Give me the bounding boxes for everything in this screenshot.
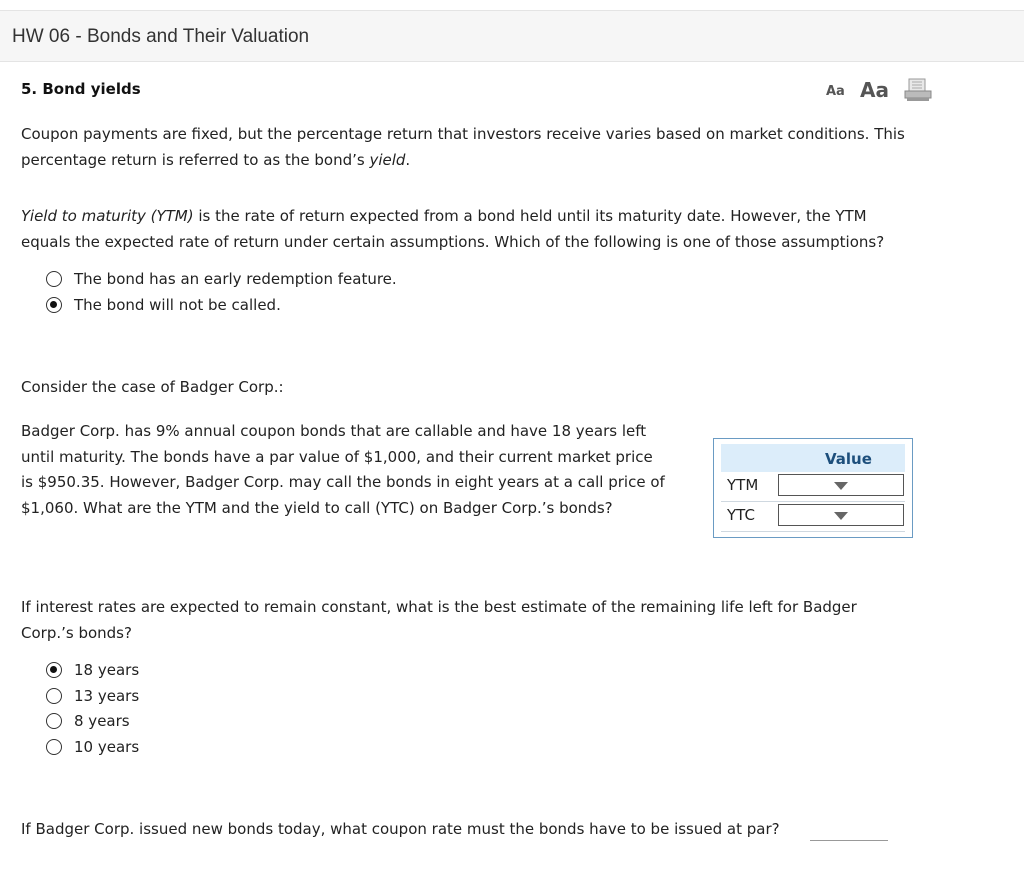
value-column-header: Value <box>825 450 872 468</box>
radio-button-selected[interactable] <box>46 662 62 678</box>
option-label: 10 years <box>74 738 140 756</box>
radio-button[interactable] <box>46 739 62 755</box>
case-line: $1,060. What are the YTM and the yield to call (YTC) on Badger Corp.’s bonds? <box>21 498 613 517</box>
decrease-font-button[interactable]: Aa <box>826 84 845 99</box>
print-icon[interactable] <box>903 78 933 106</box>
life-option-3[interactable] <box>46 710 130 732</box>
ytm-question-line-1: Yield to maturity (YTM) is the rate of return expected from a bond held until its maturity date. However, the YTM <box>21 207 867 225</box>
life-option-2[interactable] <box>46 685 139 707</box>
page-title: HW 06 - Bonds and Their Valuation <box>12 26 310 47</box>
ytm-question-line-2: equals the expected rate of return under certain assumptions. Which of the following is one of those assumptions? <box>21 233 885 251</box>
value-table <box>713 438 913 538</box>
radio-button[interactable] <box>46 713 62 729</box>
chevron-down-icon <box>834 512 848 520</box>
intro-line-2: percentage return is referred to as the bond’s yield. <box>21 151 411 169</box>
option-label: 18 years <box>74 661 140 679</box>
yield-term: yield <box>369 151 406 169</box>
case-line: until maturity. The bonds have a par value of $1,000, and their current market price <box>21 447 653 466</box>
intro-line-1: Coupon payments are fixed, but the percentage return that investors receive varies based on market conditions. This <box>21 125 905 143</box>
radio-button[interactable] <box>46 271 62 287</box>
chevron-down-icon <box>834 482 848 490</box>
option-label: 13 years <box>74 687 140 705</box>
value-table-header <box>721 444 905 472</box>
life-option-1[interactable] <box>46 659 139 681</box>
life-question-line-2: Corp.’s bonds? <box>21 624 132 642</box>
ytc-select[interactable] <box>778 504 904 526</box>
option-label: The bond will not be called. <box>74 296 281 314</box>
case-line: is $950.35. However, Badger Corp. may call the bonds in eight years at a call price of <box>21 473 665 491</box>
option-label: 8 years <box>74 712 130 730</box>
ytc-row-label: YTC <box>727 506 755 524</box>
life-question-line-1: If interest rates are expected to remain constant, what is the best estimate of the remaining life left for Badger <box>21 598 857 616</box>
ytm-term: Yield to maturity (YTM) <box>21 207 194 225</box>
radio-button-selected[interactable] <box>46 297 62 313</box>
page-header <box>0 10 1024 62</box>
coupon-question: If Badger Corp. issued new bonds today, what coupon rate must the bonds have to be issued at par? <box>21 820 780 838</box>
life-option-4[interactable] <box>46 736 139 758</box>
ytm-row-label: YTM <box>727 476 759 494</box>
option-label: The bond has an early redemption feature. <box>74 270 397 288</box>
ytm-question <box>21 203 884 255</box>
case-text <box>21 419 665 521</box>
ytm-option-1[interactable] <box>46 268 397 290</box>
life-question <box>21 594 857 646</box>
ytm-option-2[interactable] <box>46 294 281 316</box>
case-line: Badger Corp. has 9% annual coupon bonds that are callable and have 18 years left <box>21 422 647 440</box>
row-divider <box>721 501 905 502</box>
case-intro: Consider the case of Badger Corp.: <box>21 378 284 396</box>
question-title: 5. Bond yields <box>21 80 141 98</box>
increase-font-button[interactable]: Aa <box>860 78 889 102</box>
intro-paragraph <box>21 121 905 173</box>
radio-button[interactable] <box>46 688 62 704</box>
row-divider <box>721 531 905 532</box>
ytm-select[interactable] <box>778 474 904 496</box>
coupon-answer-input[interactable] <box>810 840 888 841</box>
